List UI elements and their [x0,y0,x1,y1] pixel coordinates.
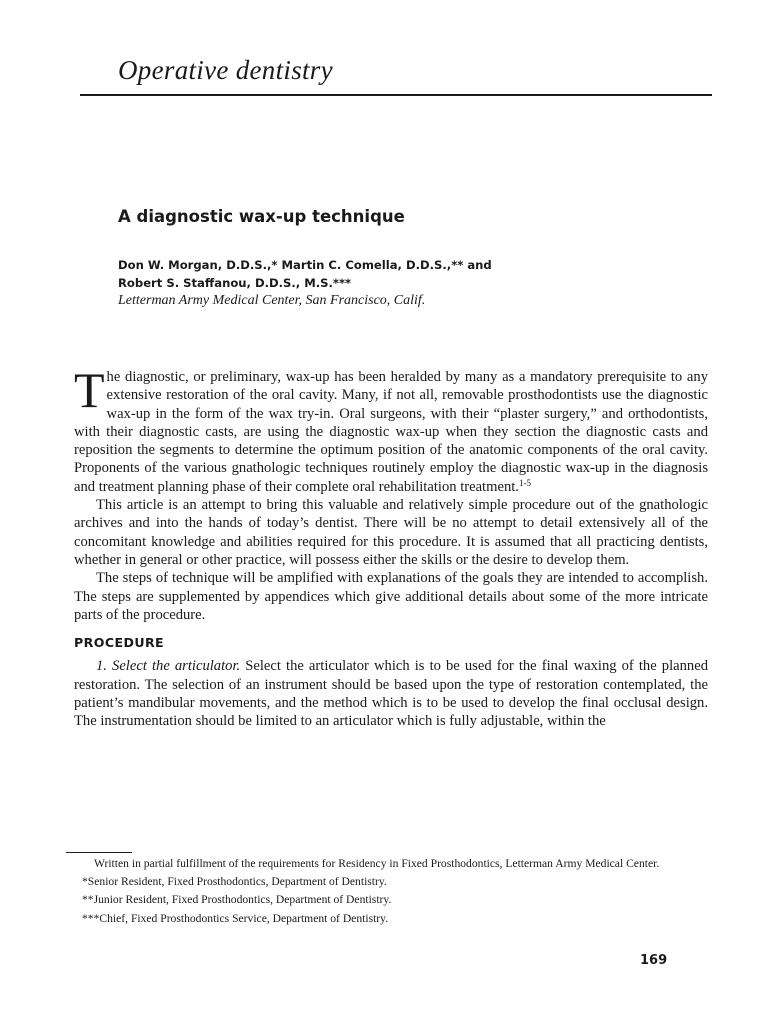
step-1-paragraph [74,657,708,730]
reference-superscript: 1-5 [518,477,531,488]
step-1-text: Select the articulator which is to be used for the final waxing of the planned restoration. The selection of an instrument should be based upon the type of restoration contemplated, the patient’s mandibular movements, and the method which is to be used to develop the final occlusal design. The instrumentation should be limited to an articulator which is fully adjustable, within the [74,658,708,730]
footnotes [66,855,706,928]
footnote-item: **Junior Resident, Fixed Prosthodontics, Department of Dentistry. [82,893,392,907]
page-number: 169 [640,953,668,968]
procedure-heading: PROCEDURE [74,635,165,651]
footnote-item: *Senior Resident, Fixed Prosthodontics, Department of Dentistry. [82,875,387,889]
authors-line-1: Don W. Morgan, D.D.S.,* Martin C. Comella, D.D.S.,** and [118,258,492,272]
footnote-rule [66,852,132,853]
affiliation: Letterman Army Medical Center, San Francisco, Calif. [118,293,426,308]
article-title: A diagnostic wax-up technique [118,207,405,226]
paragraph-3: The steps of technique will be amplified with explanations of the goals they are intended to accomplish. The steps are supplemented by appendices which give additional details about some of the more intricate parts of the procedure. [74,570,708,623]
footnote-lead: Written in partial fulfillment of the requirements for Residency in Fixed Prosthodontics, Letterman Army Medical Center. [94,857,660,870]
paragraph-2: This article is an attempt to bring this valuable and relatively simple procedure out of the gnathologic archives and into the hands of today’s dentist. There will be no attempt to detail extensively all of the concomitant knowledge and abilities required for this procedure. It is assumed that all practicing dentists, whether in general or other practice, will possess either the skills or the desire to develop them. [74,497,708,568]
drop-cap: T [74,362,105,418]
paragraph-1 [74,362,708,496]
footnote-item: ***Chief, Fixed Prosthodontics Service, Department of Dentistry. [82,911,389,925]
paragraph-1-text: he diagnostic, or preliminary, wax-up has been heralded by many as a mandatory prerequisite to any extensive restoration of the oral cavity. Many, if not all, removable prosthodontists use the diagnostic wax-up in the form of the wax try-in. Oral surgeons, with their “plaster surgery,” and orthodontists, with their diagnostic casts, are using the diagnostic wax-up when they section the diagnostic casts and reposition the segments to determine the optimum position of the anatomic components of the oral cavity. Proponents of the various gnathologic techniques routinely employ the diagnostic wax-up in the diagnosis and treatment planning phase of their complete oral rehabilitation treatment. [74,369,708,495]
article-body [74,362,708,731]
step-1-lead: 1. Select the articulator. [96,658,241,675]
authors-line-2: Robert S. Staffanou, D.D.S., M.S.*** [118,276,352,290]
section-title: Operative dentistry [118,55,333,85]
author-list [118,256,638,292]
title-rule [80,94,712,96]
